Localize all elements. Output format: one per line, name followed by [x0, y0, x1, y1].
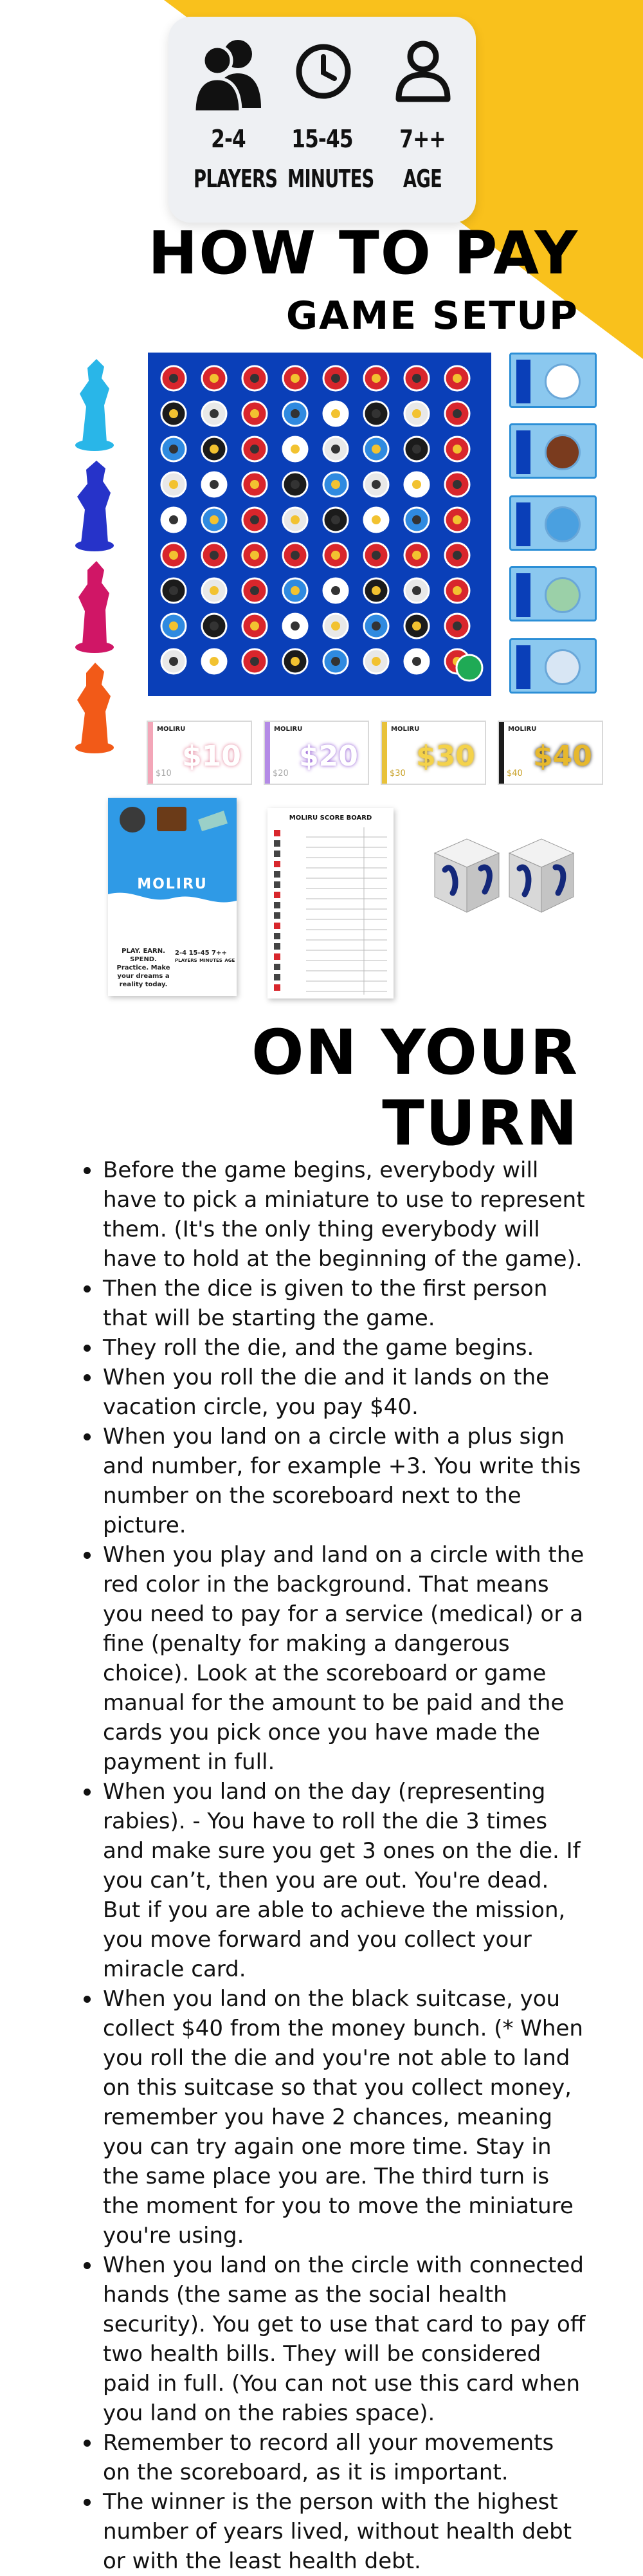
scoreboard-row-icon	[274, 830, 280, 836]
board-space-icon	[250, 657, 259, 666]
rule-item: When you land on a circle with a plus sign and number, for example +3. You write this number on the scoreboard next to the picture.	[80, 1422, 588, 1540]
money-card-20: MOLIRU $20 $20	[264, 721, 369, 785]
age-value: 7++	[399, 125, 446, 153]
board-space-icon	[169, 445, 178, 454]
money-card-30: MOLIRU $30 $30	[381, 721, 486, 785]
board-space-icon	[210, 409, 219, 418]
scoreboard-row-icon	[274, 840, 280, 847]
scoreboard-row-icon	[274, 933, 280, 939]
board-space-icon	[210, 374, 219, 383]
board-space-icon	[331, 480, 340, 489]
board-space-icon	[169, 586, 178, 595]
board-space-icon	[372, 621, 381, 630]
scoreboard-row-icon	[274, 912, 280, 919]
scoreboard-row-icon	[274, 943, 280, 950]
board-space-icon	[250, 409, 259, 418]
on-your-turn-heading-line2: TURN	[382, 1087, 579, 1159]
money-card-amount: $20	[299, 740, 358, 773]
board-space-icon	[372, 374, 381, 383]
rule-item: Then the dice is given to the first person that will be starting the game.	[80, 1274, 588, 1333]
scoreboard-row-icon	[274, 974, 280, 980]
game-info-card	[168, 17, 476, 223]
board-space-icon	[453, 621, 462, 630]
players-icon	[192, 36, 266, 113]
board-space-icon	[169, 409, 178, 418]
side-card	[509, 566, 597, 621]
rule-item: Before the game begins, everybody will have to pick a miniature to use to represent them. (It's the only thing everybody will have to hold at the beginning of the game).	[80, 1155, 588, 1274]
rule-item: When you land on the day (representing rabies). - You have to roll the die 3 times and make sure you get 3 ones on the die. If you can’t, then you are out. You're dead. But if you are able to achieve the mission, you move forward and you collect your miracle card.	[80, 1777, 588, 1984]
board-space-icon	[291, 409, 300, 418]
minutes-value: 15-45	[291, 125, 353, 153]
board-space-icon	[412, 515, 421, 524]
board-space-icon	[250, 515, 259, 524]
scoreboard-row-icon	[274, 964, 280, 970]
board-space-icon	[412, 409, 421, 418]
board-space-icon	[453, 551, 462, 560]
on-your-turn-heading: ON YOUR	[251, 1017, 579, 1089]
board-space-icon	[412, 480, 421, 489]
board-space-icon	[250, 480, 259, 489]
money-card-10: MOLIRU $10 $10	[147, 721, 252, 785]
board-space-icon	[453, 409, 462, 418]
side-card	[509, 423, 597, 479]
rule-item: When you play and land on a circle with the red color in the background. That means you need to pay for a service (medical) or a fine (penalty for making a dangerous choice). Look at the scoreboard or game manual for the amount to be paid and the cards you pick once you have made the payment in full.	[80, 1540, 588, 1777]
rule-item: When you land on the black suitcase, you collect $40 from the money bunch. (* When you roll the die and you're not able to land on this suitcase so that you collect money, remember you have 2 chances, meaning you can try again one more time. Stay in the same place you are. The third turn is the moment for you to move the miniature you're using.	[80, 1984, 588, 2250]
scoreboard	[267, 808, 394, 998]
box-art	[108, 798, 237, 933]
board-space-icon	[291, 586, 300, 595]
board-space-icon	[453, 480, 462, 489]
scoreboard-row-icon	[274, 892, 280, 898]
board-space-icon	[210, 551, 219, 560]
person-icon	[394, 40, 453, 103]
board-space-icon	[331, 515, 340, 524]
clock-icon	[294, 42, 352, 100]
board-space-icon	[331, 409, 340, 418]
board-space-icon	[210, 621, 219, 630]
board-space-icon	[250, 621, 259, 630]
scoreboard-row-icon	[274, 902, 280, 908]
board-space-icon	[250, 551, 259, 560]
board-space-icon	[169, 621, 178, 630]
board-space-icon	[372, 409, 381, 418]
money-card-amount: $10	[182, 740, 241, 773]
board-space-icon	[372, 551, 381, 560]
rule-item: They roll the die, and the game begins.	[80, 1333, 588, 1363]
age-label: AGE	[403, 165, 442, 193]
scoreboard-row-icon	[274, 871, 280, 878]
minutes-label: MINUTES	[287, 165, 374, 193]
board-space-icon	[372, 657, 381, 666]
rules-list	[80, 1155, 588, 2576]
scoreboard-title: MOLIRU SCORE BOARD	[289, 814, 372, 822]
players-value: 2-4	[211, 125, 246, 153]
board-space-icon	[250, 374, 259, 383]
die-left	[435, 839, 499, 912]
board-space-icon	[291, 480, 300, 489]
board-space-icon	[331, 374, 340, 383]
board-space-icon	[331, 551, 340, 560]
money-card-amount: $30	[416, 740, 475, 773]
rule-item: Remember to record all your movements on the scoreboard, as it is important.	[80, 2428, 588, 2487]
board-space-icon	[412, 657, 421, 666]
miniature-magenta	[71, 557, 118, 654]
board-space-icon	[169, 480, 178, 489]
scoreboard-row-icon	[274, 861, 280, 867]
board-space-icon	[372, 586, 381, 595]
board-space-icon	[169, 374, 178, 383]
board-space-icon	[169, 657, 178, 666]
board-space-icon	[291, 374, 300, 383]
miniature-blue	[71, 455, 118, 552]
board-space-icon	[412, 445, 421, 454]
board-space-icon	[412, 621, 421, 630]
board-space-icon	[412, 374, 421, 383]
players-label: PLAYERS	[194, 165, 278, 193]
board-space-icon	[372, 480, 381, 489]
box-info: 2-4 15-45 7++ PLAYERS MINUTES AGE	[175, 950, 235, 963]
board-space-icon	[250, 586, 259, 595]
board-space-icon	[331, 621, 340, 630]
side-card	[509, 353, 597, 408]
board-space-icon	[291, 657, 300, 666]
board-space-icon	[210, 480, 219, 489]
board-space-icon	[291, 551, 300, 560]
board-space-icon	[210, 515, 219, 524]
scoreboard-row-icon	[274, 881, 280, 888]
page-title: HOW TO PAY	[148, 219, 579, 288]
board-space-icon	[372, 445, 381, 454]
board-space-icon	[169, 551, 178, 560]
scoreboard-grid	[267, 808, 394, 998]
board-space-icon	[210, 657, 219, 666]
board-space-icon	[412, 586, 421, 595]
box-brand: MOLIRU	[137, 876, 208, 892]
miniature-orange	[71, 658, 118, 754]
board-space-icon	[412, 551, 421, 560]
scoreboard-row-icon	[274, 923, 280, 929]
board-space-icon	[331, 445, 340, 454]
box-tagline: PLAY. EARN. SPEND. Practice. Make your dreams a reality today.	[116, 948, 170, 988]
game-board	[148, 353, 491, 696]
money-card-amount: $40	[533, 740, 592, 773]
board-space-icon	[453, 515, 462, 524]
board-start-space	[457, 655, 482, 681]
board-space-icon	[291, 445, 300, 454]
board-space-icon	[331, 657, 340, 666]
rule-item: When you land on the circle with connected hands (the same as the social health security). You get to use that card to pay off two health bills. They will be considered paid in full. (You can not use this card when you land on the rabies space).	[80, 2250, 588, 2428]
game-setup-heading: GAME SETUP	[285, 293, 579, 338]
board-space-icon	[331, 586, 340, 595]
money-card-40: MOLIRU $40 $40	[498, 721, 603, 785]
board-space-icon	[210, 445, 219, 454]
scoreboard-row-icon	[274, 953, 280, 960]
board-space-icon	[291, 515, 300, 524]
rule-item: The winner is the person with the highest number of years lived, without health debt or with the least health debt.	[80, 2487, 588, 2576]
board-space-icon	[453, 445, 462, 454]
board-space-icon	[169, 515, 178, 524]
side-card	[509, 495, 597, 551]
scoreboard-row-icon	[274, 984, 280, 991]
board-space-icon	[250, 445, 259, 454]
side-card	[509, 638, 597, 694]
board-space-icon	[453, 586, 462, 595]
board-space-icon	[453, 374, 462, 383]
game-box	[108, 798, 237, 996]
board-space-icon	[291, 621, 300, 630]
board-circles	[148, 353, 491, 696]
miniature-cyan	[71, 355, 118, 452]
board-space-icon	[210, 586, 219, 595]
die-right	[509, 839, 574, 912]
board-space-icon	[372, 515, 381, 524]
scoreboard-row-icon	[274, 851, 280, 857]
dice	[427, 830, 583, 920]
rule-item: When you roll the die and it lands on the vacation circle, you pay $40.	[80, 1363, 588, 1422]
